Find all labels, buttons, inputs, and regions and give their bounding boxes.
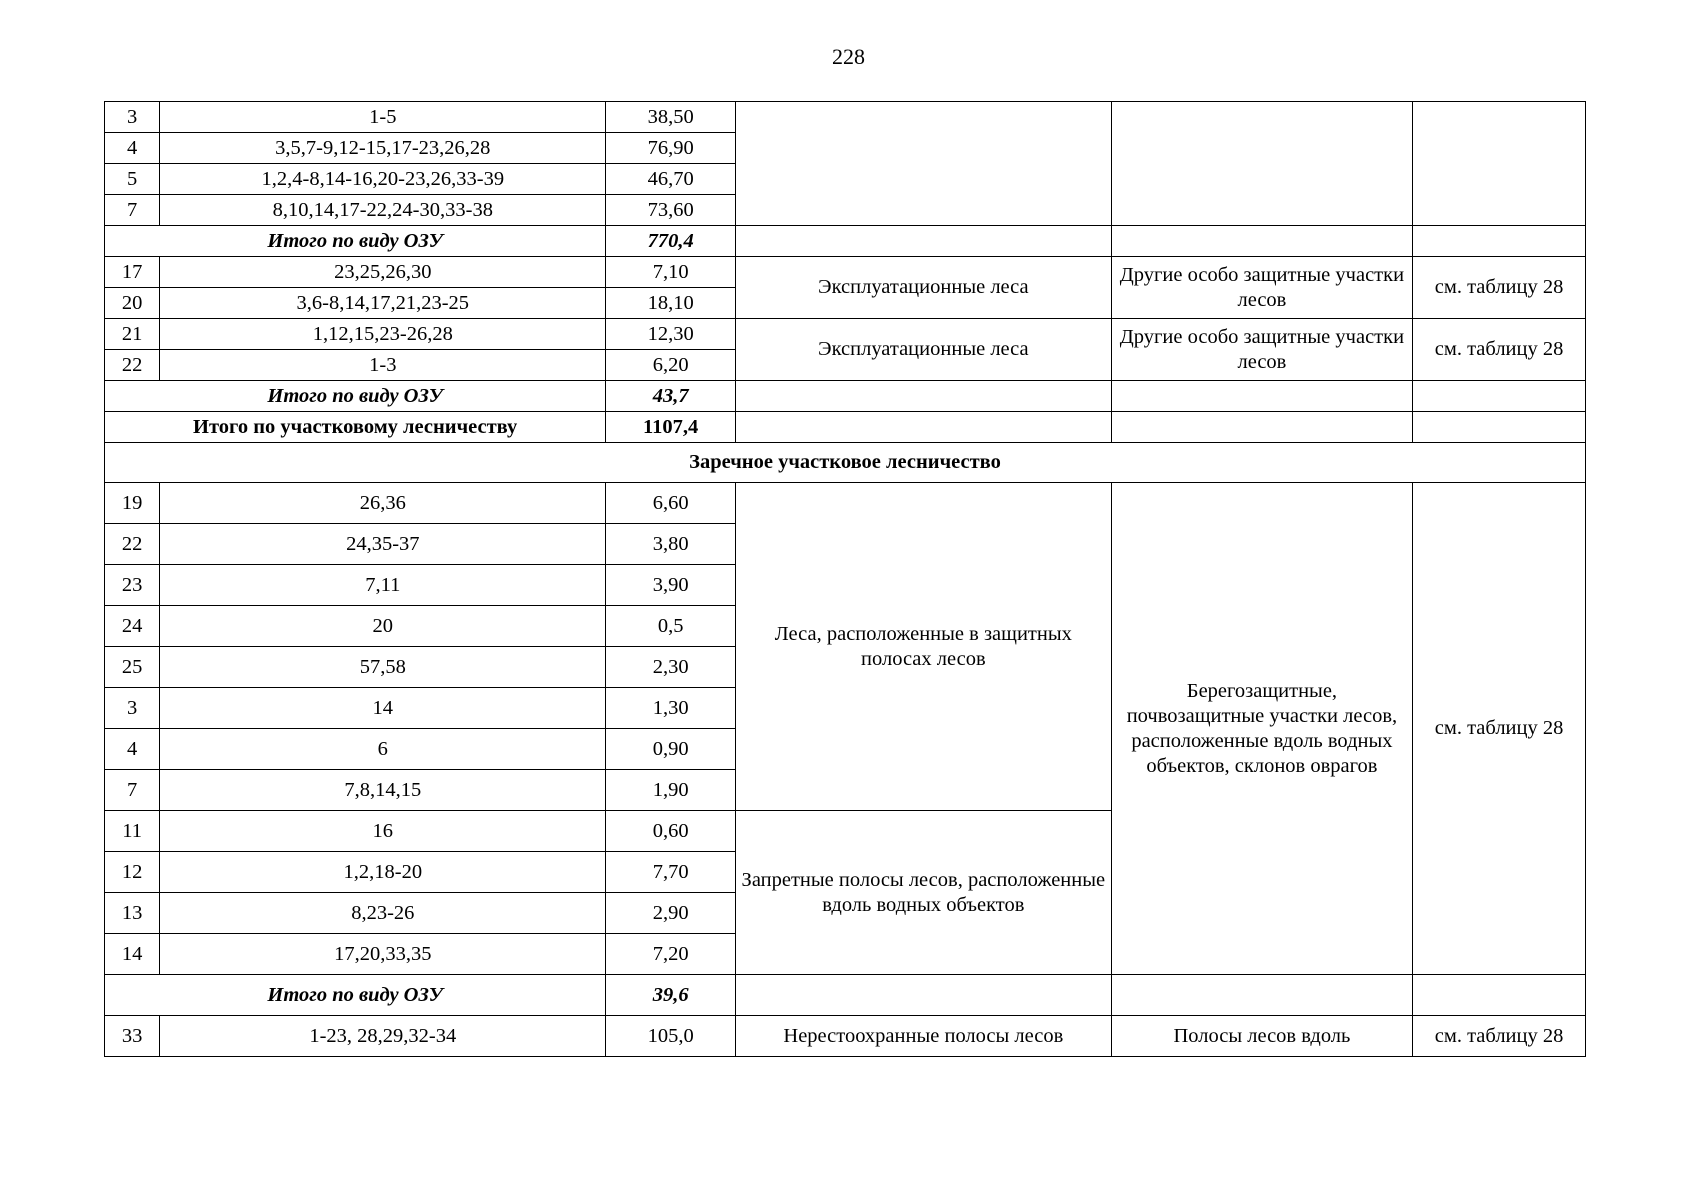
- area-value: 7,70: [606, 852, 736, 893]
- parcel-list: 1-3: [160, 350, 606, 381]
- parcel-list: 14: [160, 688, 606, 729]
- empty-cell: [1413, 381, 1586, 412]
- parcel-list: 7,11: [160, 565, 606, 606]
- quarter-number: 5: [105, 164, 160, 195]
- empty-cell: [1111, 975, 1412, 1016]
- area-value: 18,10: [606, 288, 736, 319]
- empty-cell: [1111, 412, 1412, 443]
- parcel-list: 23,25,26,30: [160, 257, 606, 288]
- forest-category: Нерестоохранные полосы лесов: [735, 1016, 1111, 1057]
- quarter-number: 25: [105, 647, 160, 688]
- area-value: 0,60: [606, 811, 736, 852]
- area-value: 105,0: [606, 1016, 736, 1057]
- reference-note: см. таблицу 28: [1413, 1016, 1586, 1057]
- empty-cell: [735, 975, 1111, 1016]
- section-header-row: [105, 443, 1586, 483]
- quarter-number: 23: [105, 565, 160, 606]
- quarter-number: 7: [105, 195, 160, 226]
- parcel-list: 1-23, 28,29,32-34: [160, 1016, 606, 1057]
- quarter-number: 22: [105, 524, 160, 565]
- table-row: [105, 483, 1586, 524]
- empty-cell: [1413, 412, 1586, 443]
- area-value: 12,30: [606, 319, 736, 350]
- quarter-number: 20: [105, 288, 160, 319]
- area-value: 6,60: [606, 483, 736, 524]
- parcel-list: 26,36: [160, 483, 606, 524]
- reference-note: см. таблицу 28: [1413, 257, 1586, 319]
- area-value: 3,90: [606, 565, 736, 606]
- subtotal-row: [105, 381, 1586, 412]
- quarter-number: 19: [105, 483, 160, 524]
- area-value: 0,90: [606, 729, 736, 770]
- subtotal-area: 43,7: [606, 381, 736, 412]
- area-value: 38,50: [606, 102, 736, 133]
- area-value: 46,70: [606, 164, 736, 195]
- protection-type: Другие особо защитные участки лесов: [1111, 319, 1412, 381]
- subtotal-row: [105, 975, 1586, 1016]
- quarter-number: 11: [105, 811, 160, 852]
- empty-cell: [735, 381, 1111, 412]
- page-number: 228: [832, 44, 865, 69]
- empty-cell: [735, 102, 1111, 226]
- quarter-number: 3: [105, 688, 160, 729]
- parcel-list: 57,58: [160, 647, 606, 688]
- parcel-list: 6: [160, 729, 606, 770]
- area-value: 7,20: [606, 934, 736, 975]
- quarter-number: 12: [105, 852, 160, 893]
- area-value: 0,5: [606, 606, 736, 647]
- empty-cell: [1413, 226, 1586, 257]
- total-label: Итого по участковому лесничеству: [105, 412, 606, 443]
- section-title: Заречное участковое лесничество: [105, 443, 1586, 483]
- area-value: 2,30: [606, 647, 736, 688]
- protection-type: Полосы лесов вдоль: [1111, 1016, 1412, 1057]
- subtotal-label: Итого по виду ОЗУ: [105, 226, 606, 257]
- forest-category: Эксплуатационные леса: [735, 257, 1111, 319]
- quarter-number: 13: [105, 893, 160, 934]
- subtotal-label: Итого по виду ОЗУ: [105, 381, 606, 412]
- subtotal-area: 39,6: [606, 975, 736, 1016]
- area-value: 6,20: [606, 350, 736, 381]
- parcel-list: 17,20,33,35: [160, 934, 606, 975]
- parcel-list: 20: [160, 606, 606, 647]
- parcel-list: 3,5,7-9,12-15,17-23,26,28: [160, 133, 606, 164]
- forest-category: Эксплуатационные леса: [735, 319, 1111, 381]
- area-value: 7,10: [606, 257, 736, 288]
- parcel-list: 1,2,18-20: [160, 852, 606, 893]
- empty-cell: [735, 226, 1111, 257]
- quarter-number: 4: [105, 729, 160, 770]
- parcel-list: 1,2,4-8,14-16,20-23,26,33-39: [160, 164, 606, 195]
- total-row: [105, 412, 1586, 443]
- table-row: [105, 319, 1586, 350]
- empty-cell: [1413, 975, 1586, 1016]
- quarter-number: 22: [105, 350, 160, 381]
- area-value: 2,90: [606, 893, 736, 934]
- forest-category: Запретные полосы лесов, расположенные вдоль водных объектов: [735, 811, 1111, 975]
- quarter-number: 14: [105, 934, 160, 975]
- forest-protection-table: [104, 101, 1586, 1057]
- subtotal-label: Итого по виду ОЗУ: [105, 975, 606, 1016]
- parcel-list: 7,8,14,15: [160, 770, 606, 811]
- quarter-number: 24: [105, 606, 160, 647]
- empty-cell: [1111, 102, 1412, 226]
- quarter-number: 33: [105, 1016, 160, 1057]
- area-value: 1,90: [606, 770, 736, 811]
- reference-note: см. таблицу 28: [1413, 483, 1586, 975]
- table-row: [105, 1016, 1586, 1057]
- area-value: 73,60: [606, 195, 736, 226]
- parcel-list: 3,6-8,14,17,21,23-25: [160, 288, 606, 319]
- quarter-number: 3: [105, 102, 160, 133]
- subtotal-area: 770,4: [606, 226, 736, 257]
- reference-note: см. таблицу 28: [1413, 319, 1586, 381]
- quarter-number: 7: [105, 770, 160, 811]
- area-value: 1,30: [606, 688, 736, 729]
- quarter-number: 21: [105, 319, 160, 350]
- area-value: 3,80: [606, 524, 736, 565]
- area-value: 76,90: [606, 133, 736, 164]
- empty-cell: [1111, 226, 1412, 257]
- parcel-list: 1,12,15,23-26,28: [160, 319, 606, 350]
- parcel-list: 8,10,14,17-22,24-30,33-38: [160, 195, 606, 226]
- protection-type: Другие особо защитные участки лесов: [1111, 257, 1412, 319]
- quarter-number: 17: [105, 257, 160, 288]
- empty-cell: [1111, 381, 1412, 412]
- empty-cell: [735, 412, 1111, 443]
- table-row: [105, 257, 1586, 288]
- total-area: 1107,4: [606, 412, 736, 443]
- table-row: [105, 102, 1586, 133]
- protection-type: Берегозащитные, почвозащитные участки лесов, расположенные вдоль водных объектов, склонов оврагов: [1111, 483, 1412, 975]
- subtotal-row: [105, 226, 1586, 257]
- quarter-number: 4: [105, 133, 160, 164]
- forest-category: Леса, расположенные в защитных полосах лесов: [735, 483, 1111, 811]
- parcel-list: 24,35-37: [160, 524, 606, 565]
- empty-cell: [1413, 102, 1586, 226]
- parcel-list: 8,23-26: [160, 893, 606, 934]
- parcel-list: 1-5: [160, 102, 606, 133]
- parcel-list: 16: [160, 811, 606, 852]
